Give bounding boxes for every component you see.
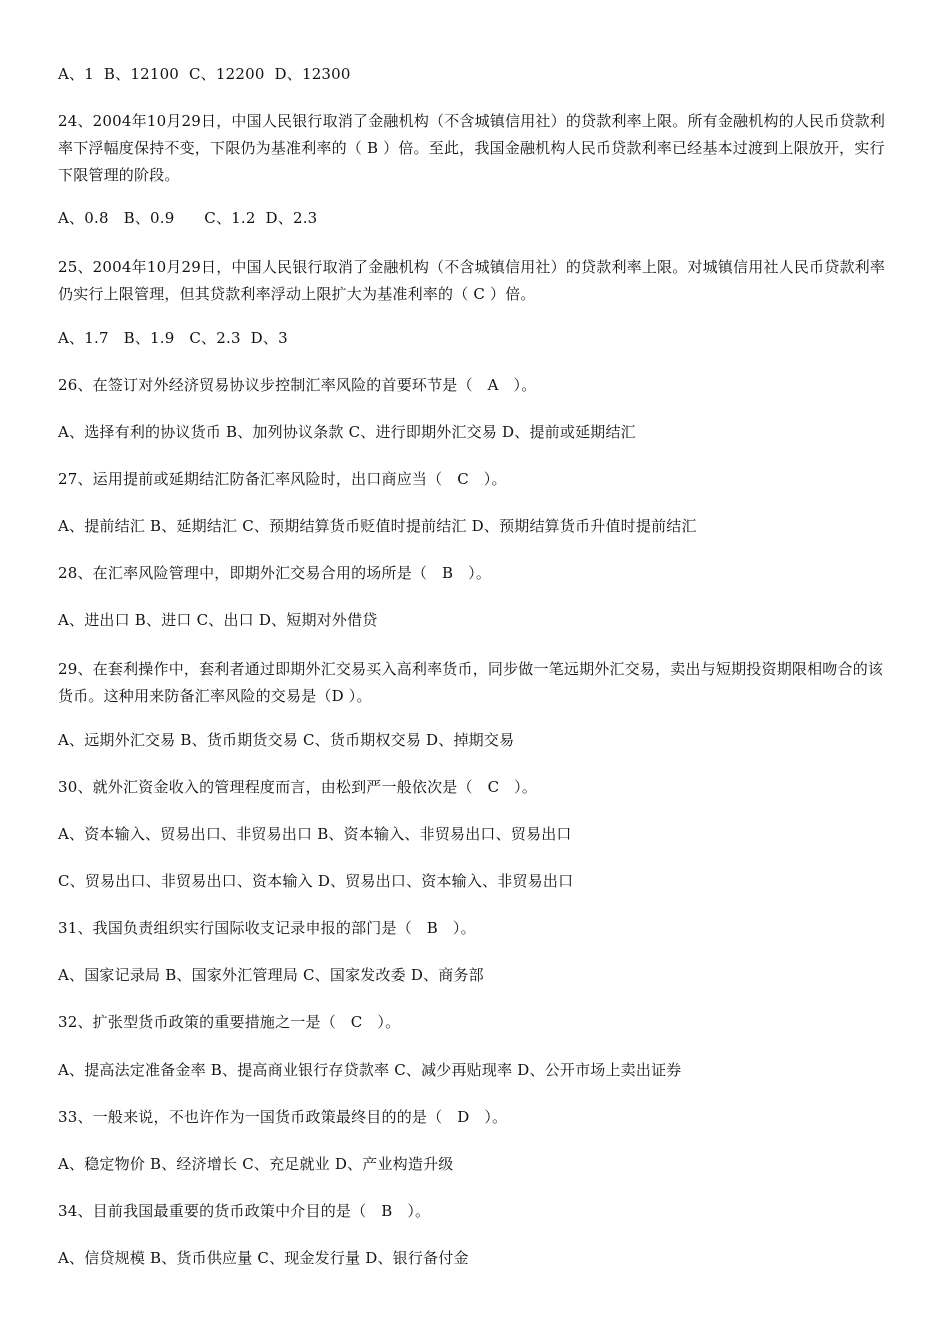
options-q30-a-b: A、资本输入、贸易出口、非贸易出口 B、资本输入、非贸易出口、贸易出口 — [58, 825, 572, 843]
options-q29: A、远期外汇交易 B、货币期货交易 C、货币期权交易 D、掉期交易 — [58, 731, 515, 749]
options-q25: A、1.7 B、1.9 C、2.3 D、3 — [58, 329, 288, 347]
question-26: 26、在签订对外经济贸易协议步控制汇率风险的首要环节是（ A ）。 — [58, 376, 537, 394]
options-q33: A、稳定物价 B、经济增长 C、充足就业 D、产业构造升级 — [58, 1155, 454, 1173]
options-q27: A、提前结汇 B、延期结汇 C、预期结算货币贬值时提前结汇 D、预期结算货币升值时提前结汇 — [58, 517, 697, 535]
question-25: 25、2004年10月29日，中国人民银行取消了金融机构（不含城镇信用社）的贷款利率上限。对城镇信用社人民币贷款利率仍实行上限管理，但其贷款利率浮动上限扩大为基准利率的（ C ）倍。 — [58, 258, 886, 303]
question-33: 33、一般来说，不也许作为一国货币政策最终目的的是（ D ）。 — [58, 1108, 508, 1126]
options-q32: A、提高法定准备金率 B、提高商业银行存贷款率 C、减少再贴现率 D、公开市场上卖出证券 — [58, 1061, 682, 1079]
options-q30-c-d: C、贸易出口、非贸易出口、资本输入 D、贸易出口、资本输入、非贸易出口 — [58, 872, 574, 890]
question-24: 24、2004年10月29日，中国人民银行取消了金融机构（不含城镇信用社）的贷款利率上限。所有金融机构的人民币贷款利率下浮幅度保持不变，下限仍为基准利率的（ B ）倍。至此，我国金融机构人民币贷款利率已经基本过渡到上限放开，实行下限管理的阶段。 — [58, 112, 886, 184]
options-q24: A、0.8 B、0.9 C、1.2 D、2.3 — [58, 209, 318, 227]
question-27: 27、运用提前或延期结汇防备汇率风险时，出口商应当（ C ）。 — [58, 470, 507, 488]
question-30: 30、就外汇资金收入的管理程度而言，由松到严一般依次是（ C ）。 — [58, 778, 538, 796]
options-q23: A、1 B、12100 C、12200 D、12300 — [58, 65, 351, 83]
options-q34: A、信贷规模 B、货币供应量 C、现金发行量 D、银行备付金 — [58, 1249, 469, 1267]
question-32: 32、扩张型货币政策的重要措施之一是（ C ）。 — [58, 1013, 401, 1031]
options-q28: A、进出口 B、进口 C、出口 D、短期对外借贷 — [58, 611, 378, 629]
options-q26: A、选择有利的协议货币 B、加列协议条款 C、进行即期外汇交易 D、提前或延期结汇 — [58, 423, 636, 441]
question-31: 31、我国负责组织实行国际收支记录申报的部门是（ B ）。 — [58, 919, 476, 937]
question-34: 34、目前我国最重要的货币政策中介目的是（ B ）。 — [58, 1202, 431, 1220]
question-28: 28、在汇率风险管理中，即期外汇交易合用的场所是（ B ）。 — [58, 564, 492, 582]
question-29: 29、在套利操作中，套利者通过即期外汇交易买入高利率货币，同步做一笔远期外汇交易，卖出与短期投资期限相吻合的该货币。这种用来防备汇率风险的交易是（D ）。 — [58, 660, 884, 705]
options-q31: A、国家记录局 B、国家外汇管理局 C、国家发改委 D、商务部 — [58, 966, 484, 984]
